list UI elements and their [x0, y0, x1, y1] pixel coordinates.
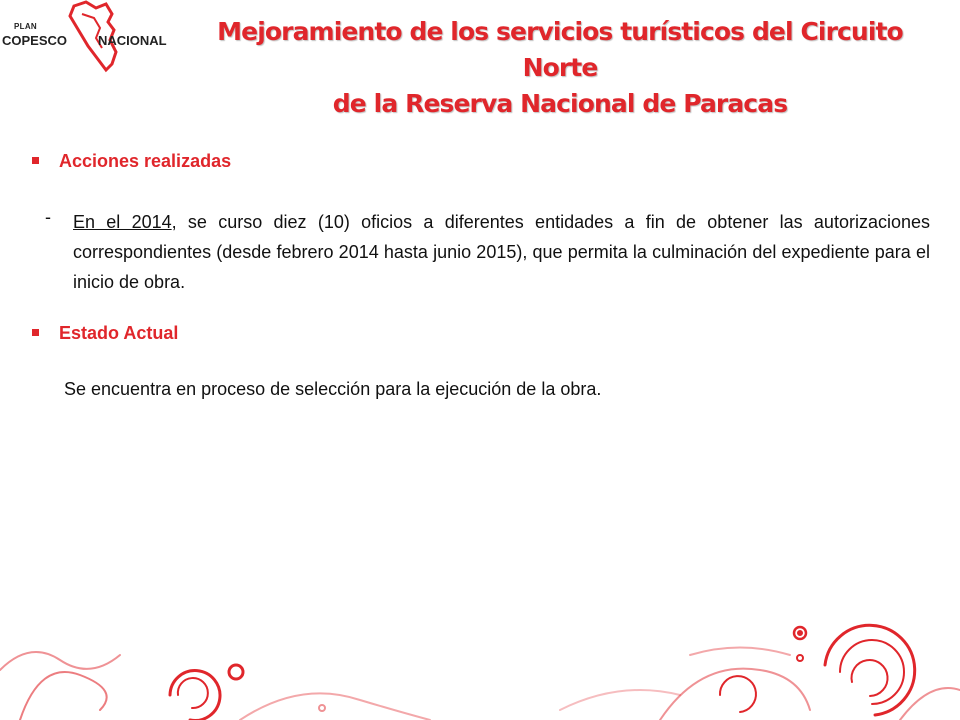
logo-plan-text: PLAN: [14, 22, 37, 31]
acciones-text: , se curso diez (10) oficios a diferentes entidades a fin de obtener las autorizaciones correspondientes (desde febrero 2014 hasta junio 2015), que permita la culminación del expediente para el inicio de obra.: [73, 212, 930, 292]
decorative-swirls: [0, 600, 960, 720]
slide-title-line-2: de la Reserva Nacional de Paracas: [332, 89, 788, 118]
year-underlined: En el 2014: [73, 212, 172, 232]
section-heading-estado-label: Estado Actual: [59, 323, 179, 343]
square-bullet-icon: [32, 329, 39, 336]
logo-nacional-text: NACIONAL: [98, 33, 167, 48]
square-bullet-icon: [32, 157, 39, 164]
section-heading-estado: [32, 323, 178, 344]
slide-title-line-1: Mejoramiento de los servicios turísticos del Circuito Norte: [217, 17, 903, 82]
list-dash: -: [45, 207, 51, 227]
acciones-paragraph: [73, 207, 930, 297]
slide-title: [185, 14, 935, 122]
section-heading-acciones-label: Acciones realizadas: [59, 151, 232, 171]
logo-copesco-text: COPESCO: [2, 33, 68, 48]
estado-text: Se encuentra en proceso de selección para la ejecución de la obra.: [64, 379, 602, 399]
plan-copesco-logo: [2, 0, 177, 80]
section-heading-acciones: [32, 151, 231, 172]
